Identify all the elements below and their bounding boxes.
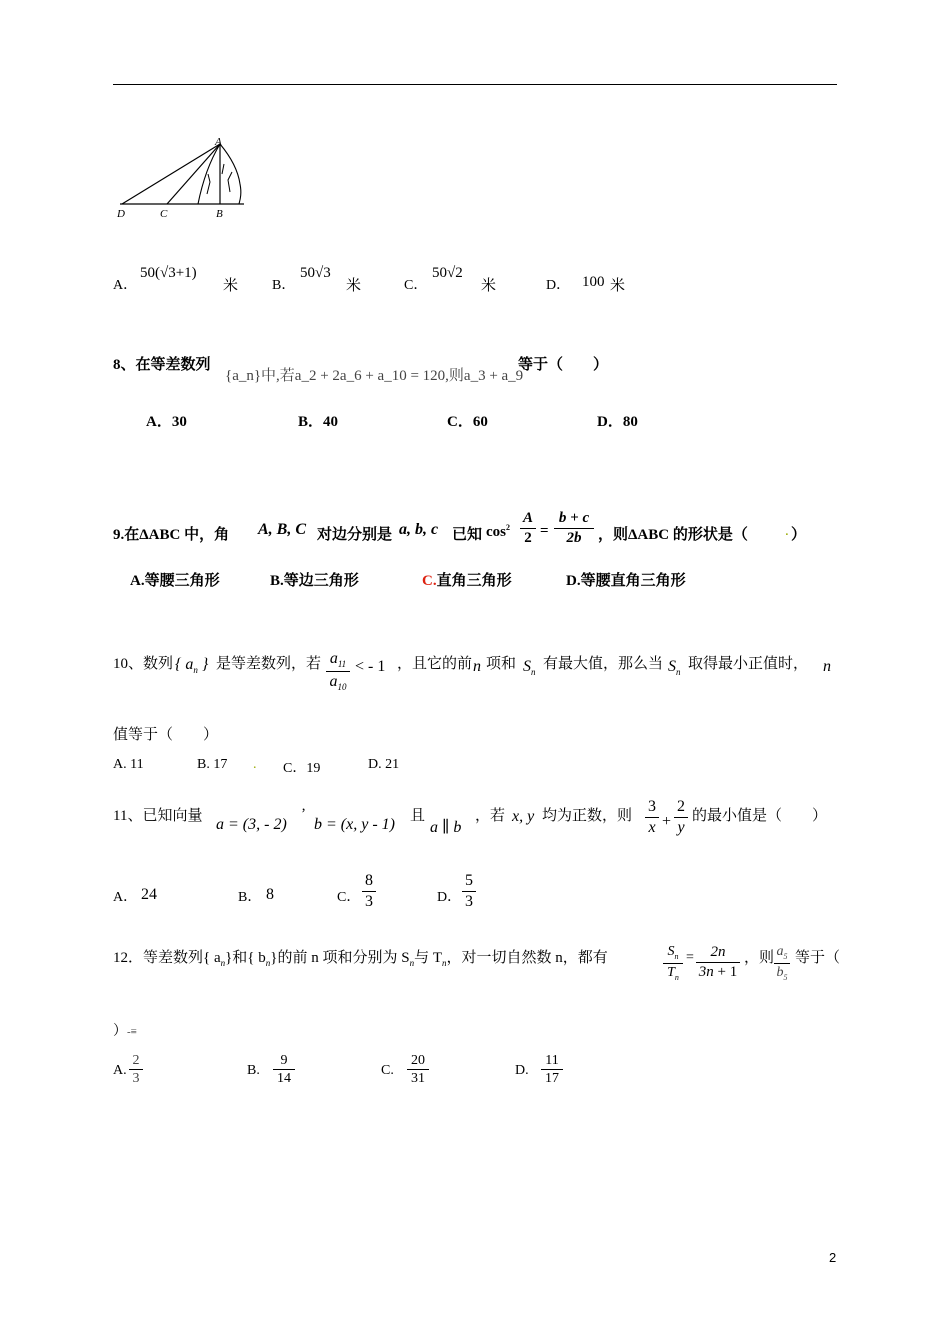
q9-cos: $\cos^2$ [486, 523, 510, 540]
figure-label-d: D [117, 208, 125, 220]
q12-option-c-letter: C. [381, 1063, 394, 1078]
q11-if: ，若 [475, 808, 506, 824]
q10-text2: ，且它的前 [397, 656, 473, 672]
q10-text1: 是等差数列，若 [216, 656, 322, 672]
q12-frac-2n: 2n 3n + 1 [696, 944, 740, 980]
q12-option-d-den: 17 [545, 1071, 559, 1087]
q10-text4: 有最大值，那么当 [543, 656, 664, 672]
q9-sides: a, b, c [399, 521, 439, 538]
q11-vector-a: a = (3, - 2) [216, 816, 287, 833]
q12-line: 12．等差数列{ $a_n$}和{ $b_n$}的前 n 项和分别为 $S_n$与 $T_n$，对一切自然数 n，都有 [113, 950, 608, 968]
q7-option-a [113, 274, 137, 294]
q9-mid: 对边分别是 [317, 527, 393, 543]
q11-option-a-letter: A． [113, 890, 138, 905]
q7-option-c-unit: 米 [481, 278, 497, 294]
q11-plus: + [662, 813, 672, 830]
q11-frac-2y: 2 y [674, 798, 688, 836]
q11-option-c-letter: C． [337, 890, 361, 905]
header-rule [113, 84, 837, 85]
q11-vector-b: b = (x, y - 1) [314, 816, 395, 833]
q10-option-c: C．19 [283, 761, 321, 776]
q12-option-c-den: 31 [411, 1071, 425, 1087]
q10-n1: n [473, 658, 481, 675]
triangle-figure [112, 134, 252, 220]
q8-option-d: D．80 [597, 414, 638, 430]
q9-frac-a2: A 2 [520, 510, 536, 546]
q7-option-b-letter: B． [272, 278, 296, 293]
q10-option-d: D. 21 [368, 757, 400, 772]
q11-option-a-value: 24 [141, 886, 157, 903]
figure-label-b: B [216, 208, 223, 220]
q10-mark: . [253, 757, 257, 772]
q11-tail: 的最小值是（ ） [692, 808, 828, 824]
q7-option-a-unit: 米 [223, 278, 239, 294]
q11-option-c-num: 8 [365, 872, 373, 889]
q9-option-d: D.等腰直角三角形 [566, 573, 686, 589]
q8-tail: 等于（ ） [518, 357, 609, 373]
q9-option-c-letter: C. [422, 573, 437, 589]
q11-option-b-value: 8 [266, 886, 274, 903]
q8-lead: 8、在等差数列 [113, 357, 211, 373]
q9-option-c [422, 569, 512, 590]
q11-option-c-den: 3 [365, 892, 373, 910]
q10-sn1: $S_n$ [523, 658, 536, 678]
q12-text: }和{ b [225, 950, 266, 966]
q11-option-d-letter: D． [437, 890, 462, 905]
q7-option-b-unit: 米 [346, 278, 362, 294]
q12-option-c-frac [407, 1053, 429, 1087]
q9-close: ） [791, 527, 807, 543]
q10-text5: 取得最小正值时， [688, 656, 809, 672]
q12-option-a-letter: A. [113, 1063, 127, 1078]
q11-option-c-frac [362, 872, 376, 910]
q11-xy: x, y [512, 808, 535, 825]
q11-option-b-letter: B． [238, 890, 262, 905]
q12-option-d-letter: D. [515, 1063, 529, 1078]
q12-equals: = [686, 950, 694, 965]
q10-option-b: B. 17 [197, 757, 228, 772]
q12-text3: 与 T [414, 950, 442, 966]
q8-option-c: C．60 [447, 414, 488, 430]
q12-option-b-den: 14 [277, 1071, 291, 1087]
q10-ratio: $a_{11}$ $a_{10}$ [326, 650, 350, 693]
q10-seq: { $a_n$ } [175, 656, 209, 676]
q11-positive: 均为正数，则 [542, 808, 633, 824]
q11-frac-3x: 3 x [645, 798, 659, 836]
q10-lt-minus-one: < - 1 [355, 658, 386, 675]
q9-frac-bc2b: b + c 2b [554, 510, 594, 546]
q8-condition: {a_n}中,若a_2 + 2a_6 + a_10 = 120,则a_3 + a_9 [225, 368, 524, 384]
q7-option-a-letter: A． [113, 278, 138, 293]
q9-known: 已知 [452, 527, 483, 543]
q11-and: 且 [410, 808, 426, 824]
q11-lead: 11、已知向量 [113, 808, 203, 824]
q9-tail: ，则ΔABC 的形状是（ [598, 527, 748, 543]
q8-option-b: B．40 [298, 414, 339, 430]
q11-option-d-num: 5 [465, 872, 473, 889]
q10-sn2: $S_n$ [668, 658, 681, 678]
q11-comma: ’ [301, 806, 306, 822]
q12-frac-snTn: $S_n$ $T_n$ [663, 944, 683, 982]
figure-label-c: C [160, 208, 168, 220]
q12-text2: }的前 n 项和分别为 S [270, 950, 410, 966]
q10-n2: n [823, 658, 831, 675]
q9-option-c-text: 直角三角形 [436, 573, 512, 589]
q12-option-d-num: 11 [545, 1053, 559, 1068]
q8-option-a: A．30 [146, 414, 187, 430]
q7-option-d-expr: 100 [582, 274, 605, 290]
q12-option-b-frac [273, 1053, 295, 1087]
q12-text4: ，对一切自然数 n，都有 [446, 950, 608, 966]
q12-tail: 等于（ [795, 950, 841, 966]
q12-option-a-frac [129, 1053, 143, 1087]
q9-angles: A, B, C [258, 521, 307, 538]
q11-option-d-den: 3 [465, 892, 473, 910]
q11-parallel: a ∥ b [430, 819, 462, 836]
q12-close: ）-≡ [113, 1024, 137, 1039]
q10-line2: 值等于（ ） [113, 727, 219, 743]
q9-option-b: B.等边三角形 [270, 573, 359, 589]
q12-option-b-num: 9 [280, 1053, 288, 1068]
q12-text5: ，则 [744, 950, 775, 966]
q7-option-d-unit: 米 [610, 278, 626, 294]
q12-option-d-frac [541, 1053, 563, 1087]
q11-option-d-frac [462, 872, 476, 910]
q12-option-a-num: 2 [132, 1053, 140, 1068]
q12-frac-a5b5: $a_5$ $b_5$ [774, 944, 790, 982]
q7-option-b-expr: 50√3 [300, 265, 331, 281]
q9-equals: = [540, 523, 549, 539]
q7-option-d-letter: D． [546, 278, 571, 293]
figure-label-a: A [215, 136, 222, 148]
q9-lead: 9.在ΔABC 中，角 [113, 527, 230, 543]
q12-option-b-letter: B. [247, 1063, 260, 1078]
q7-option-c-letter: C． [404, 278, 428, 293]
q12-close-paren: ） [113, 1024, 127, 1039]
q10-option-a: A. 11 [113, 757, 144, 772]
q10-lead: 10、数列 [113, 656, 174, 672]
q9-mark: . [785, 523, 789, 539]
q9-option-a: A.等腰三角形 [130, 573, 220, 589]
q7-option-a-expr: 50(√3+1) [140, 265, 197, 281]
q12-lead: 12．等差数列{ a [113, 950, 221, 966]
q7-option-c-expr: 50√2 [432, 265, 463, 281]
q12-option-c-num: 20 [411, 1053, 425, 1068]
q12-option-a-den: 3 [132, 1071, 140, 1087]
q10-text3: 项和 [486, 656, 517, 672]
page-number: 2 [829, 1250, 837, 1265]
